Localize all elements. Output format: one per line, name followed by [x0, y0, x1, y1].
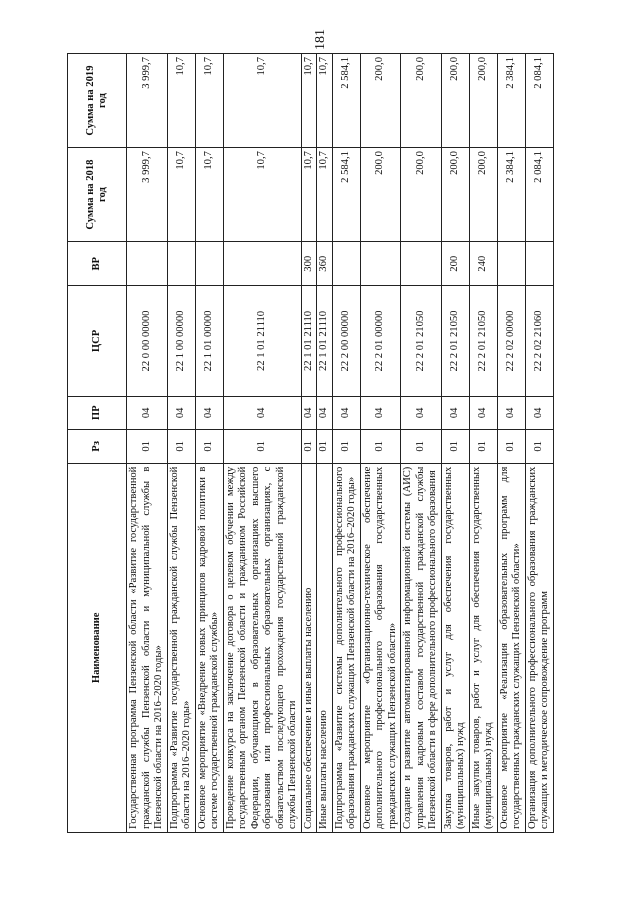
header-pr: ПР	[68, 396, 127, 430]
cell-name: Государственная программа Пензенской области «Развитие государственной гражданской службы Пензенской области и муниципальной службы в Пензенской области на 2016–2020 годы»	[127, 463, 168, 832]
cell-vr: 300	[301, 242, 317, 286]
table-row	[167, 54, 195, 833]
table-body	[127, 54, 554, 833]
table-row	[469, 54, 497, 833]
cell-csr: 22 2 01 00000	[360, 286, 401, 396]
cell-sum-2019: 2 384,1	[497, 54, 525, 148]
cell-vr	[167, 242, 195, 286]
cell-vr	[525, 242, 553, 286]
cell-csr: 22 2 01 21050	[401, 286, 442, 396]
cell-rz: 01	[301, 430, 317, 464]
rotated-table-container	[67, 53, 573, 833]
cell-sum-2019: 10,7	[223, 54, 301, 148]
cell-sum-2019: 2 584,1	[332, 54, 360, 148]
budget-table	[67, 53, 554, 833]
cell-rz: 01	[360, 430, 401, 464]
cell-pr: 04	[401, 396, 442, 430]
cell-csr: 22 2 02 00000	[497, 286, 525, 396]
cell-rz: 01	[525, 430, 553, 464]
cell-rz: 01	[223, 430, 301, 464]
header-rz: Рз	[68, 430, 127, 464]
cell-csr: 22 0 00 00000	[127, 286, 168, 396]
cell-sum-2018: 10,7	[223, 148, 301, 242]
table-row	[497, 54, 525, 833]
cell-sum-2019: 200,0	[469, 54, 497, 148]
cell-sum-2019: 2 084,1	[525, 54, 553, 148]
header-name: Наименование	[68, 463, 127, 832]
cell-name: Иные выплаты населению	[317, 463, 333, 832]
cell-vr	[127, 242, 168, 286]
cell-pr: 04	[525, 396, 553, 430]
cell-rz: 01	[195, 430, 223, 464]
cell-pr: 04	[441, 396, 469, 430]
cell-name: Проведение конкурса на заключение договора о целевом обучении между государственным органом Пензенской области и гражданином Российской Федерации, обучающимся в образовательных организациях высшего образования или профессиональных образовательных организациях, с обязательством последующего прохождения государственной гражданской службы Пензенской области	[223, 463, 301, 832]
cell-sum-2018: 200,0	[401, 148, 442, 242]
header-sum-2018: Сумма на 2018 год	[68, 148, 127, 242]
cell-name: Подпрограмма «Развитие государственной гражданской службы Пензенской области на 2016–2020 годы»	[167, 463, 195, 832]
cell-vr: 200	[441, 242, 469, 286]
cell-sum-2019: 10,7	[301, 54, 317, 148]
header-vr: ВР	[68, 242, 127, 286]
cell-vr: 240	[469, 242, 497, 286]
cell-csr: 22 2 01 21050	[469, 286, 497, 396]
cell-pr: 04	[469, 396, 497, 430]
cell-rz: 01	[167, 430, 195, 464]
cell-name: Организация дополнительного профессионального образования гражданских служащих и методическое сопровождение программ	[525, 463, 553, 832]
cell-name: Подпрограмма «Развитие системы дополнительного профессионального образования гражданских служащих Пензенской области на 2016–2020 годы»	[332, 463, 360, 832]
table-row	[223, 54, 301, 833]
cell-sum-2018: 10,7	[195, 148, 223, 242]
cell-name: Закупка товаров, работ и услуг для обеспечения государственных (муниципальных) нужд	[441, 463, 469, 832]
cell-csr: 22 2 02 21060	[525, 286, 553, 396]
cell-csr: 22 1 00 00000	[167, 286, 195, 396]
cell-rz: 01	[317, 430, 333, 464]
cell-csr: 22 1 01 21110	[317, 286, 333, 396]
cell-sum-2019: 200,0	[401, 54, 442, 148]
cell-vr	[195, 242, 223, 286]
cell-rz: 01	[441, 430, 469, 464]
cell-sum-2018: 2 584,1	[332, 148, 360, 242]
cell-sum-2018: 2 384,1	[497, 148, 525, 242]
cell-pr: 04	[195, 396, 223, 430]
cell-pr: 04	[127, 396, 168, 430]
table-row	[317, 54, 333, 833]
cell-vr	[360, 242, 401, 286]
cell-sum-2019: 10,7	[167, 54, 195, 148]
cell-sum-2019: 200,0	[441, 54, 469, 148]
cell-pr: 04	[167, 396, 195, 430]
cell-rz: 01	[497, 430, 525, 464]
cell-vr	[401, 242, 442, 286]
table-row	[127, 54, 168, 833]
cell-pr: 04	[497, 396, 525, 430]
cell-pr: 04	[332, 396, 360, 430]
cell-sum-2018: 10,7	[317, 148, 333, 242]
cell-name: Создание и развитие автоматизированной информационной системы (АИС) управления кадровым составом государственной гражданской службы Пензенской области в сфере дополнительного профессионального образования	[401, 463, 442, 832]
cell-sum-2019: 10,7	[195, 54, 223, 148]
cell-sum-2018: 10,7	[167, 148, 195, 242]
cell-name: Иные закупки товаров, работ и услуг для обеспечения государственных (муниципальных) нужд	[469, 463, 497, 832]
cell-sum-2018: 200,0	[469, 148, 497, 242]
cell-csr: 22 1 01 00000	[195, 286, 223, 396]
cell-sum-2018: 200,0	[360, 148, 401, 242]
table-row	[195, 54, 223, 833]
table-row	[360, 54, 401, 833]
cell-sum-2019: 10,7	[317, 54, 333, 148]
cell-pr: 04	[360, 396, 401, 430]
cell-vr	[497, 242, 525, 286]
cell-vr	[332, 242, 360, 286]
cell-pr: 04	[301, 396, 317, 430]
cell-rz: 01	[401, 430, 442, 464]
cell-sum-2018: 200,0	[441, 148, 469, 242]
table-row	[525, 54, 553, 833]
cell-rz: 01	[127, 430, 168, 464]
cell-sum-2018: 2 084,1	[525, 148, 553, 242]
cell-sum-2018: 3 999,7	[127, 148, 168, 242]
table-row	[332, 54, 360, 833]
cell-csr: 22 1 01 21110	[301, 286, 317, 396]
cell-vr: 360	[317, 242, 333, 286]
cell-pr: 04	[223, 396, 301, 430]
cell-name: Социальное обеспечение и иные выплаты населению	[301, 463, 317, 832]
cell-sum-2019: 200,0	[360, 54, 401, 148]
header-sum-2019: Сумма на 2019 год	[68, 54, 127, 148]
cell-name: Основное мероприятие «Внедрение новых принципов кадровой политики в системе государственной гражданской службы»	[195, 463, 223, 832]
cell-vr	[223, 242, 301, 286]
header-row	[68, 54, 127, 833]
cell-rz: 01	[332, 430, 360, 464]
cell-pr: 04	[317, 396, 333, 430]
page-number: 181	[313, 29, 328, 50]
cell-sum-2018: 10,7	[301, 148, 317, 242]
cell-rz: 01	[469, 430, 497, 464]
header-csr: ЦСР	[68, 286, 127, 396]
cell-name: Основное мероприятие «Организационно-техническое обеспечение дополнительного профессионального образования государственных гражданских служащих Пензенской области»	[360, 463, 401, 832]
cell-csr: 22 2 00 00000	[332, 286, 360, 396]
cell-sum-2019: 3 999,7	[127, 54, 168, 148]
cell-name: Основное мероприятие «Реализация образовательных программ для государственных гражданских служащих Пензенской области»	[497, 463, 525, 832]
cell-csr: 22 1 01 21110	[223, 286, 301, 396]
cell-csr: 22 2 01 21050	[441, 286, 469, 396]
table-row	[441, 54, 469, 833]
table-row	[401, 54, 442, 833]
table-row	[301, 54, 317, 833]
